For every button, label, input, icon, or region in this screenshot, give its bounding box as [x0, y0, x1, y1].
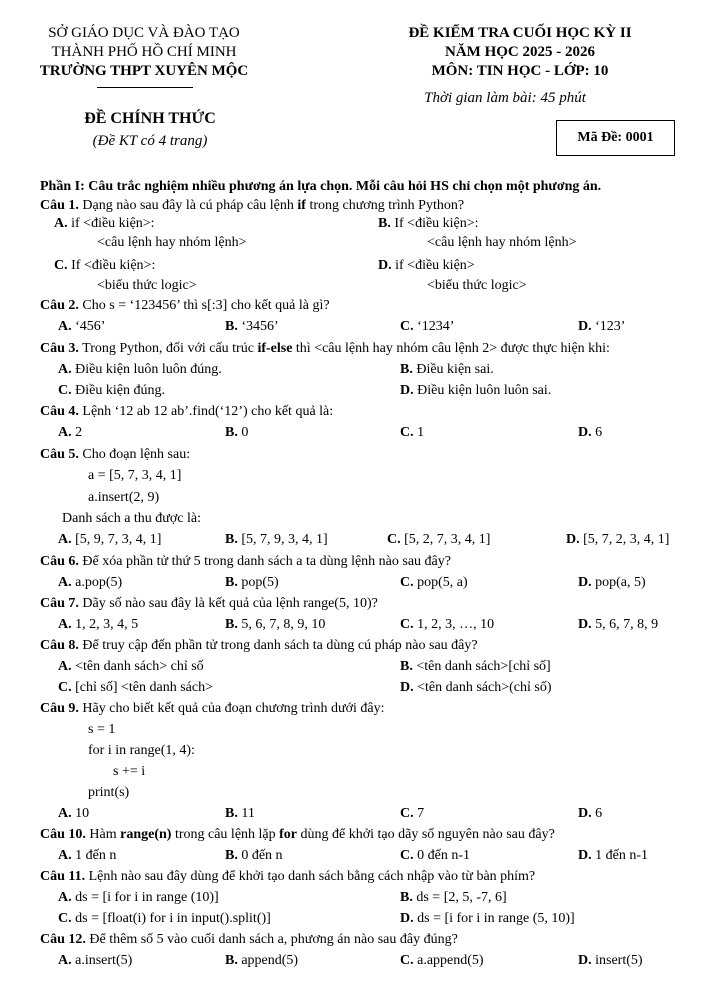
q9-label: Câu 9. — [40, 701, 79, 716]
q10-text-b: trong câu lệnh lặp — [171, 827, 280, 842]
q5-label: Câu 5. — [40, 447, 79, 462]
q10-option-c[interactable] — [400, 847, 470, 865]
q7-label: Câu 7. — [40, 596, 79, 611]
q1-text-b: trong chương trình Python? — [305, 198, 465, 213]
q7-letter-c: C. — [400, 617, 414, 632]
q12-option-b-text: append(5) — [241, 953, 299, 968]
official-label: ĐỀ CHÍNH THỨC — [84, 110, 216, 127]
q4-option-b[interactable] — [225, 424, 248, 442]
q11-letter-d: D. — [400, 911, 414, 926]
q3-letter-c: C. — [58, 383, 72, 398]
subject: MÔN: TIN HỌC - LỚP: 10 — [431, 63, 609, 79]
q5-option-b[interactable] — [225, 531, 328, 549]
q10-letter-b: B. — [225, 848, 238, 863]
q4-option-b-text: 0 — [241, 425, 249, 440]
q2-letter-c: C. — [400, 319, 414, 334]
q8-option-c-text: [chỉ số] <tên danh sách> — [75, 680, 213, 695]
q2-option-a[interactable] — [58, 318, 105, 336]
q5-option-d[interactable] — [566, 531, 669, 549]
q5-letter-b: B. — [225, 532, 238, 547]
q10-option-a-text: 1 đến n — [75, 848, 117, 863]
q2-option-d-text: ‘123’ — [595, 319, 626, 334]
q7-option-c[interactable] — [400, 616, 494, 634]
q9-code-line-4: print(s) — [88, 785, 130, 800]
q9-option-a[interactable] — [58, 805, 89, 823]
q6-option-c[interactable] — [400, 574, 468, 592]
q3-option-a[interactable] — [58, 361, 222, 379]
q6-letter-a: A. — [58, 575, 72, 590]
q1-option-c-sub: <biểu thức logic> — [97, 278, 197, 293]
q10-label: Câu 10. — [40, 827, 86, 842]
q11-letter-a: A. — [58, 890, 72, 905]
q8-option-b[interactable] — [400, 658, 551, 676]
q2-option-c-text: ‘1234’ — [417, 319, 455, 334]
q8-text: Để truy cập đến phần tử trong danh sách ta dùng cú pháp nào sau đây? — [78, 638, 478, 653]
q1-option-a[interactable] — [54, 215, 155, 233]
q9-letter-a: A. — [58, 806, 72, 821]
q10-option-d-text: 1 đến n-1 — [595, 848, 649, 863]
q9-text: Hãy cho biết kết quả của đoạn chương trình dưới đây: — [78, 701, 385, 716]
q4-option-a-text: 2 — [75, 425, 83, 440]
q12-label: Câu 12. — [40, 932, 86, 947]
q4-letter-d: D. — [578, 425, 592, 440]
school-year: NĂM HỌC 2025 - 2026 — [445, 44, 595, 60]
q2-letter-a: A. — [58, 319, 72, 334]
q6-option-c-text: pop(5, a) — [417, 575, 468, 590]
q8-option-d-text: <tên danh sách>(chỉ số) — [417, 680, 552, 695]
question-9 — [40, 700, 385, 718]
q9-letter-b: B. — [225, 806, 238, 821]
dept-name: SỞ GIÁO DỤC VÀ ĐÀO TẠO — [48, 25, 240, 41]
q10-option-c-text: 0 đến n-1 — [417, 848, 471, 863]
q7-option-d-text: 5, 6, 7, 8, 9 — [595, 617, 659, 632]
q10-option-b[interactable] — [225, 847, 283, 865]
q1-option-a-text: if <điều kiện>: — [71, 216, 155, 231]
q3-keyword: if-else — [257, 341, 293, 356]
q10-text-c: dùng để khởi tạo dãy số nguyên nào sau đây? — [297, 827, 555, 842]
q1-letter-d: D. — [378, 258, 392, 273]
q4-option-a[interactable] — [58, 424, 82, 442]
city-name: THÀNH PHỐ HỒ CHÍ MINH — [51, 44, 237, 60]
q1-option-d[interactable] — [378, 257, 475, 275]
q7-option-b-text: 5, 6, 7, 8, 9, 10 — [241, 617, 326, 632]
q12-option-c[interactable] — [400, 952, 484, 970]
q11-letter-b: B. — [400, 890, 413, 905]
q5-text-2: Danh sách a thu được là: — [62, 511, 202, 526]
q11-option-c[interactable] — [58, 910, 271, 928]
q10-option-d[interactable] — [578, 847, 648, 865]
q8-letter-a: A. — [58, 659, 72, 674]
q6-letter-d: D. — [578, 575, 592, 590]
q10-option-b-text: 0 đến n — [241, 848, 283, 863]
q12-option-c-text: a.append(5) — [417, 953, 484, 968]
q2-letter-d: D. — [578, 319, 592, 334]
q1-letter-a: A. — [54, 216, 68, 231]
q7-option-b[interactable] — [225, 616, 325, 634]
q10-option-a[interactable] — [58, 847, 116, 865]
q8-label: Câu 8. — [40, 638, 79, 653]
q11-option-c-text: ds = [float(i) for i in input().split()] — [75, 911, 271, 926]
question-4 — [40, 403, 333, 421]
q11-label: Câu 11. — [40, 869, 86, 884]
q11-option-d-text: ds = [i for i in range (5, 10)] — [417, 911, 575, 926]
q1-option-c[interactable] — [54, 257, 155, 275]
q3-label: Câu 3. — [40, 341, 79, 356]
q6-option-b-text: pop(5) — [241, 575, 279, 590]
q11-text: Lệnh nào sau đây dùng để khởi tạo danh sách bằng cách nhập vào từ bàn phím? — [85, 869, 536, 884]
q4-letter-b: B. — [225, 425, 238, 440]
q5-code-line-2: a.insert(2, 9) — [88, 490, 160, 505]
q2-option-b[interactable] — [225, 318, 279, 336]
question-3 — [40, 340, 610, 358]
question-12 — [40, 931, 458, 949]
q3-option-c-text: Điều kiện đúng. — [75, 383, 165, 398]
q7-option-c-text: 1, 2, 3, …, 10 — [417, 617, 495, 632]
q7-option-a-text: 1, 2, 3, 4, 5 — [75, 617, 139, 632]
question-5 — [40, 446, 190, 464]
q11-option-b-text: ds = [2, 5, -7, 6] — [416, 890, 507, 905]
q3-option-a-text: Điều kiện luôn luôn đúng. — [75, 362, 222, 377]
q2-option-d[interactable] — [578, 318, 625, 336]
q5-option-d-text: [5, 7, 2, 3, 4, 1] — [583, 532, 670, 547]
q7-option-a[interactable] — [58, 616, 138, 634]
q3-option-d[interactable] — [400, 382, 551, 400]
q5-letter-c: C. — [387, 532, 401, 547]
q2-letter-b: B. — [225, 319, 238, 334]
q2-label: Câu 2. — [40, 298, 79, 313]
school-name: TRƯỜNG THPT XUYÊN MỘC — [39, 63, 249, 79]
q11-option-a-text: ds = [i for i in range (10)] — [75, 890, 219, 905]
q12-option-b[interactable] — [225, 952, 298, 970]
q1-option-d-sub: <biểu thức logic> — [427, 278, 527, 293]
q7-letter-d: D. — [578, 617, 592, 632]
q2-option-c[interactable] — [400, 318, 454, 336]
q9-option-c[interactable] — [400, 805, 424, 823]
q3-letter-a: A. — [58, 362, 72, 377]
q5-letter-d: D. — [566, 532, 580, 547]
q3-option-d-text: Điều kiện luôn luôn sai. — [417, 383, 552, 398]
q5-option-c-text: [5, 2, 7, 3, 4, 1] — [404, 532, 491, 547]
q11-letter-c: C. — [58, 911, 72, 926]
q6-option-b[interactable] — [225, 574, 279, 592]
q5-code-line-1: a = [5, 7, 3, 4, 1] — [88, 468, 182, 483]
q8-letter-c: C. — [58, 680, 72, 695]
q8-option-a-text: <tên danh sách> chỉ số — [75, 659, 204, 674]
q6-option-d-text: pop(a, 5) — [595, 575, 646, 590]
q5-option-a[interactable] — [58, 531, 161, 549]
q4-option-c-text: 1 — [417, 425, 425, 440]
q11-option-b[interactable] — [400, 889, 507, 907]
q8-option-d[interactable] — [400, 679, 552, 697]
exam-title: ĐỀ KIỂM TRA CUỐI HỌC KỲ II — [408, 25, 632, 41]
question-2 — [40, 297, 330, 315]
question-10 — [40, 826, 555, 844]
question-6 — [40, 553, 451, 571]
time-limit: Thời gian làm bài: 45 phút — [424, 90, 586, 106]
q12-option-d[interactable] — [578, 952, 643, 970]
q10-letter-d: D. — [578, 848, 592, 863]
q7-letter-b: B. — [225, 617, 238, 632]
q3-option-b[interactable] — [400, 361, 494, 379]
q8-option-a[interactable] — [58, 658, 204, 676]
q9-option-a-text: 10 — [75, 806, 90, 821]
q6-letter-b: B. — [225, 575, 238, 590]
part1-title: Phần I: Câu trắc nghiệm nhiều phương án lựa chọn. Mỗi câu hỏi HS chỉ chọn một phương án. — [40, 179, 602, 194]
question-8 — [40, 637, 478, 655]
q9-option-b[interactable] — [225, 805, 255, 823]
q12-letter-d: D. — [578, 953, 592, 968]
q1-option-a-sub: <câu lệnh hay nhóm lệnh> — [97, 235, 247, 250]
pages-note: (Đề KT có 4 trang) — [92, 133, 208, 149]
q1-keyword: if — [297, 198, 306, 213]
q11-option-d[interactable] — [400, 910, 575, 928]
q9-option-d-text: 6 — [595, 806, 603, 821]
q1-label: Câu 1. — [40, 198, 79, 213]
q10-letter-a: A. — [58, 848, 72, 863]
q4-letter-c: C. — [400, 425, 414, 440]
q12-text: Để thêm số 5 vào cuối danh sách a, phương án nào sau đây đúng? — [85, 932, 458, 947]
q3-text-a: Trong Python, đối với cấu trúc — [78, 341, 258, 356]
q7-letter-a: A. — [58, 617, 72, 632]
q3-text-b: thì <câu lệnh hay nhóm câu lệnh 2> được thực hiện khi: — [292, 341, 610, 356]
q4-text: Lệnh ‘12 ab 12 ab’.find(‘12’) cho kết quả là: — [78, 404, 334, 419]
q6-option-d[interactable] — [578, 574, 646, 592]
q7-text: Dãy số nào sau đây là kết quả của lệnh range(5, 10)? — [78, 596, 378, 611]
q3-option-c[interactable] — [58, 382, 165, 400]
q6-letter-c: C. — [400, 575, 414, 590]
q6-option-a-text: a.pop(5) — [75, 575, 123, 590]
q12-letter-b: B. — [225, 953, 238, 968]
q4-option-c[interactable] — [400, 424, 424, 442]
q1-text-a: Dạng nào sau đây là cú pháp câu lệnh — [78, 198, 298, 213]
question-7 — [40, 595, 378, 613]
q4-label: Câu 4. — [40, 404, 79, 419]
q8-letter-d: D. — [400, 680, 414, 695]
q10-letter-c: C. — [400, 848, 414, 863]
q1-option-c-text: If <điều kiện>: — [71, 258, 156, 273]
q2-option-b-text: ‘3456’ — [241, 319, 279, 334]
q8-letter-b: B. — [400, 659, 413, 674]
q5-option-a-text: [5, 9, 7, 3, 4, 1] — [75, 532, 162, 547]
q1-letter-b: B. — [378, 216, 391, 231]
q4-letter-a: A. — [58, 425, 72, 440]
q9-letter-c: C. — [400, 806, 414, 821]
q5-text: Cho đoạn lệnh sau: — [78, 447, 191, 462]
q12-option-a-text: a.insert(5) — [75, 953, 133, 968]
exam-code-box — [556, 120, 675, 156]
q9-option-c-text: 7 — [417, 806, 425, 821]
q1-option-b-text: If <điều kiện>: — [394, 216, 479, 231]
q9-option-b-text: 11 — [241, 806, 255, 821]
q3-option-b-text: Điều kiện sai. — [416, 362, 494, 377]
q12-option-d-text: insert(5) — [595, 953, 643, 968]
q3-letter-b: B. — [400, 362, 413, 377]
school-underline — [97, 87, 193, 88]
q4-option-d[interactable] — [578, 424, 602, 442]
q10-text-a: Hàm — [85, 827, 121, 842]
exam-code: Mã Đề: 0001 — [577, 130, 654, 145]
q5-option-b-text: [5, 7, 9, 3, 4, 1] — [241, 532, 328, 547]
q9-code-line-3: s += i — [113, 764, 146, 779]
q1-option-b[interactable] — [378, 215, 479, 233]
q8-option-c[interactable] — [58, 679, 213, 697]
q4-option-d-text: 6 — [595, 425, 603, 440]
q6-text: Để xóa phần tử thứ 5 trong danh sách a ta dùng lệnh nào sau đây? — [78, 554, 451, 569]
q12-letter-c: C. — [400, 953, 414, 968]
q6-label: Câu 6. — [40, 554, 79, 569]
q8-option-b-text: <tên danh sách>[chỉ số] — [416, 659, 551, 674]
q9-code-line-2: for i in range(1, 4): — [88, 743, 195, 758]
q1-option-b-sub: <câu lệnh hay nhóm lệnh> — [427, 235, 577, 250]
q6-option-a[interactable] — [58, 574, 122, 592]
question-11 — [40, 868, 535, 886]
q2-option-a-text: ‘456’ — [75, 319, 106, 334]
q1-option-d-text: if <điều kiện> — [395, 258, 475, 273]
q1-letter-c: C. — [54, 258, 68, 273]
question-1 — [40, 197, 464, 215]
q7-option-d[interactable] — [578, 616, 658, 634]
q5-option-c[interactable] — [387, 531, 490, 549]
q12-option-a[interactable] — [58, 952, 132, 970]
q11-option-a[interactable] — [58, 889, 219, 907]
q10-keyword-1: range(n) — [120, 827, 172, 842]
q2-text: Cho s = ‘123456’ thì s[:3] cho kết quả là gì? — [78, 298, 330, 313]
q9-letter-d: D. — [578, 806, 592, 821]
q9-option-d[interactable] — [578, 805, 602, 823]
q9-code-line-1: s = 1 — [88, 722, 116, 737]
q5-letter-a: A. — [58, 532, 72, 547]
q3-letter-d: D. — [400, 383, 414, 398]
q12-letter-a: A. — [58, 953, 72, 968]
q10-keyword-2: for — [279, 827, 298, 842]
